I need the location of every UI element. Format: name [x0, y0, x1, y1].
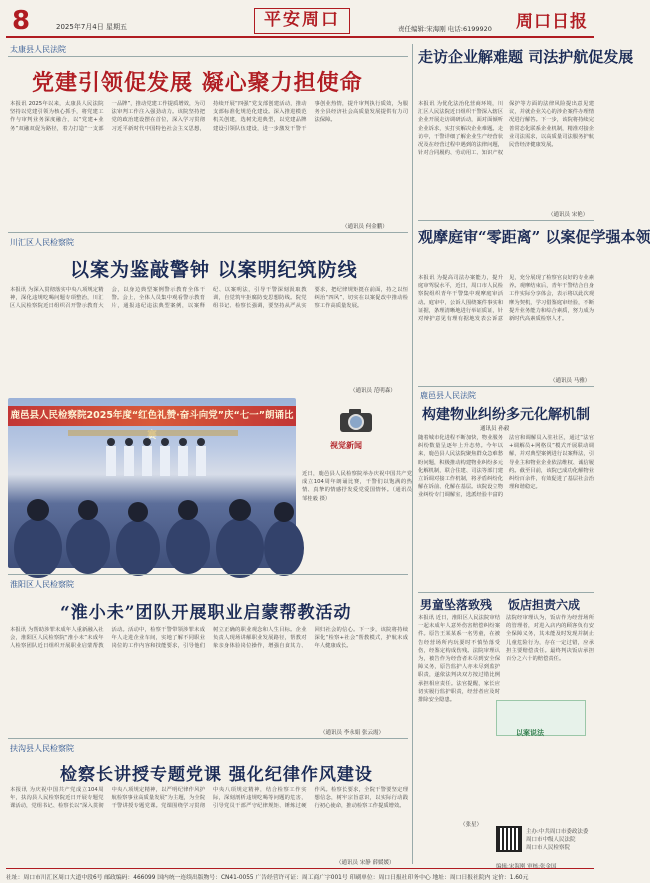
- byline-chuanhui-court: （通讯员 宋艳）: [548, 212, 589, 218]
- kicker-fugou: 扶沟县人民检察院: [10, 744, 74, 753]
- divider: [418, 592, 594, 593]
- body-chuanhui-court: 本报讯 为优化法治化营商环境，川汇区人民法院近日组织干警深入辖区企业开展走访调研活动，面对面倾听企业诉求，实打实解决企业难题。走访中，干警详细了解企业生产经营状况及在经营过程中遇到的法律问题，针对合同履约、劳动用工、知识产权保护等方面的法律风险提出意见建议，并就企业关心的涉企案件办理情况进行解答。下一步，该院将持续完善常态化联系企业机制，精准对接企业司法需求，以高质量司法服务护航民营经济健康发展。: [418, 101, 594, 157]
- headline-luyi-court: 构建物业纠纷多元化解机制: [422, 407, 590, 423]
- body-chuanhui: 本报讯 为深入贯彻落实中央八项规定精神，深化违规吃喝问题专项整治，川汇区人民检察院近日组织召开警示教育大会，以身边典型案例警示教育全体干警。会上，全体人员集中观看警示教育片，通报违纪违法典型案例，以案释纪、以案明法，引导干警深刻汲取教训，自觉筑牢拒腐防变思想防线。院党组书记、检察长强调，要坚持从严从实要求，把纪律规矩挺在前面，持之以恒纠治“四风”，切实在以案促改中推动检察工作高质量发展。: [10, 287, 408, 310]
- divider: [8, 232, 408, 233]
- qr-code: [496, 826, 522, 852]
- header-editor-line: 责任编辑:宋海刚 电话:6199920: [398, 25, 492, 33]
- kicker-huaiyang: 淮阳区人民检察院: [10, 580, 74, 589]
- byline-fugou: （通讯员 宋静 薛媛媛）: [336, 860, 395, 866]
- kicker-chuanhui: 川汇区人民检察院: [10, 238, 74, 247]
- byline-huaiyang: （通讯员 李永娟 张云霞）: [320, 730, 384, 736]
- page-footer: 社址：周口市川汇区周口大道中段6号 邮政编码：466099 国内统一连续出版物号：CN41-0055 广告经营许可证：周工商广字001号 印刷单位：周口日报社印务中心 地址：周口日报社院内 定价：1.60元: [6, 868, 594, 881]
- headline-chuanhui: 以案为鉴敲警钟 以案明纪筑防线: [70, 259, 358, 281]
- headline-chuanhui-court-1: 走访企业解难题 司法护航促发展: [418, 48, 634, 66]
- photo-caption: 近日，鹿邑县人民检察院举办庆祝中国共产党成立104周年朗诵比赛，干警们以饱满的热情、真挚的情感抒发爱党爱国情怀。（通讯员 邹桂毅 摄）: [302, 471, 412, 502]
- headline-taikang: 党建引领促发展 凝心聚力担使命: [32, 70, 363, 96]
- byline-chuanhui: （通讯员 范明森）: [350, 388, 396, 394]
- divider: [8, 56, 408, 57]
- body-restaurant: 法院经审理认为，饭店作为经营场所的管理者，对进入店内的顾客负有安全保障义务，其未能及时发现并制止儿童危险行为，存在一定过错，应承担主要赔偿责任。最终判决饭店承担百分之六十的赔偿责任。: [506, 615, 594, 663]
- publisher-info: [526, 828, 598, 852]
- camera-icon: [338, 406, 374, 434]
- column-divider: [412, 44, 413, 864]
- kicker-taikang: 太康县人民法院: [10, 45, 66, 54]
- headline-boy-fall: 男童坠落致残: [420, 598, 493, 612]
- issue-date: 2025年7月4日 星期五: [56, 23, 127, 31]
- page-header: [6, 4, 594, 38]
- body-taikang: 本报讯 2025年以来，太康县人民法院坚持以党建引领为核心抓手，将党建工作与审判业务深度融合，以“党建+业务”双融双促为路径，着力打造“一支部一品牌”，推动党建工作提质增效，为司法审判工作注入强劲动力。该院坚持把党的政治建设摆在首位，深入学习贯彻习近平新时代中国特色社会主义思想，持续开展“四强”党支部创建活动，推动支部标准化规范化建设。深入推进模范机关创建，选树先进典型，以党建品牌建设引领队伍建设，进一步激发干警干事创业热情，提升审判执行质效，为服务全县经济社会高质量发展提供有力司法保障。: [10, 101, 408, 132]
- body-fugou: 本报讯 为庆祝中国共产党成立104周年，扶沟县人民检察院近日开展专题党课活动，党组书记、检察长以“深入贯彻中央八项规定精神，以严明纪律作风护航检察事业高质量发展”为主题，为全院干警讲授专题党课。党课围绕学习贯彻中央八项规定精神，结合检察工作实际，深刻剖析违规吃喝等问题的危害，引导党员干部严守纪律规矩、锤炼过硬作风。检察长要求，全院干警要坚定理想信念，树牢宗旨意识，以实际行动践行初心使命，推动检察工作提质增效。: [10, 787, 408, 810]
- byline-boy-fall: （张星）: [460, 822, 483, 828]
- publisher-line: 周口市中级人民法院: [526, 837, 576, 843]
- page-number: 8: [12, 6, 31, 36]
- divider: [418, 386, 594, 387]
- kicker-luyi-court: 鹿邑县人民法院: [420, 391, 476, 400]
- newspaper-logo: 周口日报: [516, 12, 588, 32]
- page-editor: 编辑:宋海刚 审核:张金国: [496, 864, 557, 870]
- byline-observe-trial: （通讯员 马雅）: [550, 378, 591, 384]
- publisher-line: 主办:中共周口市委政法委: [526, 829, 589, 835]
- divider: [8, 738, 408, 739]
- body-boy-fall: 本报讯 近日，淮阳区人民法院审结一起未成年人意外伤害赔偿纠纷案件。原告王某某系一名男童，在被告经营场所内玩耍时不慎坠落受伤，经鉴定构成伤残。法院审理认为，被告作为经营者未尽到安全保障义务，原告监护人亦未尽到监护职责，遂依法判决双方按过错比例承担相应责任。法官提醒，家长应切实履行监护职责，经营者应及时排除安全隐患。: [418, 615, 500, 704]
- case-law-tag: 以案说法: [516, 729, 544, 737]
- photo-people-illustration: [8, 398, 296, 568]
- byline-taikang: （通讯员 何金鹏）: [342, 224, 388, 230]
- divider: [418, 220, 594, 221]
- publisher-line: 周口市人民检察院: [526, 845, 571, 851]
- body-observe-trial: 本报讯 为提高司法办案能力，提升庭审驾驭水平，近日，周口市人民检察院组织青年干警集中观摩庭审活动。庭审中，公诉人围绕案件事实和证据，条理清晰地进行举证质证，针对辩护意见有理有据地发表公诉意见，充分展现了检察官良好的专业素养。观摩结束后，青年干警结合自身工作实际分享体会，表示将以此次观摩为契机，学习借鉴庭审经验，不断提升业务能力和综合素质，努力成为新时代高素质检察人才。: [418, 275, 594, 323]
- body-luyi-court: 随着城市化进程不断加快，物业服务纠纷数量呈逐年上升态势。今年以来，鹿邑县人民法院聚焦群众急难愁盼问题，积极推动构建物业纠纷多元化解机制，联合住建、司法等部门建立诉调对接工作机制，将矛盾纠纷化解在诉前、化解在基层。该院设立物业纠纷专门调解室，选派经验丰富的法官和调解员入驻社区，通过“法官+调解员+网格员”模式开展联动调解，并对典型案例进行以案释法，引导业主和物业企业依法维权、诚信履约。截至目前，该院已成功化解物业纠纷百余件，有效促进了基层社会治理和谐稳定。: [418, 435, 594, 499]
- byline-luyi-court: 通讯员 孙毅: [480, 426, 510, 432]
- headline-restaurant: 饭店担责六成: [508, 598, 581, 612]
- visual-news-badge: 视觉新闻: [330, 441, 362, 450]
- headline-fugou: 检察长讲授专题党课 强化纪律作风建设: [60, 765, 373, 785]
- section-title: 平安周口: [254, 8, 350, 34]
- headline-observe-trial: 观摩庭审“零距离” 以案促学强本领: [418, 228, 650, 246]
- body-huaiyang: 本报讯 为帮助涉罪未成年人重新融入社会，淮阳区人民检察院“淮小未”未成年人检察团队近日组织开展职业启蒙帮教活动。活动中，检察干警带领涉罪未成年人走进企业车间，实地了解不同职业岗位的工作内容和技能要求，引导他们树立正确的职业观念和人生目标。企业负责人现场讲解职业发展路径，帮教对象亲身体验岗位操作，增强自食其力、回归社会的信心。下一步，该院将持续深化“检察+社会”帮教模式，护航未成年人健康成长。: [10, 627, 408, 650]
- divider: [8, 574, 408, 575]
- news-photo: [8, 398, 296, 568]
- photo-banner: 鹿邑县人民检察院2025年度“红色礼赞·奋斗向党”庆“七一”朗诵比: [8, 406, 296, 426]
- headline-huaiyang: “淮小未”团队开展职业启蒙帮教活动: [60, 603, 352, 623]
